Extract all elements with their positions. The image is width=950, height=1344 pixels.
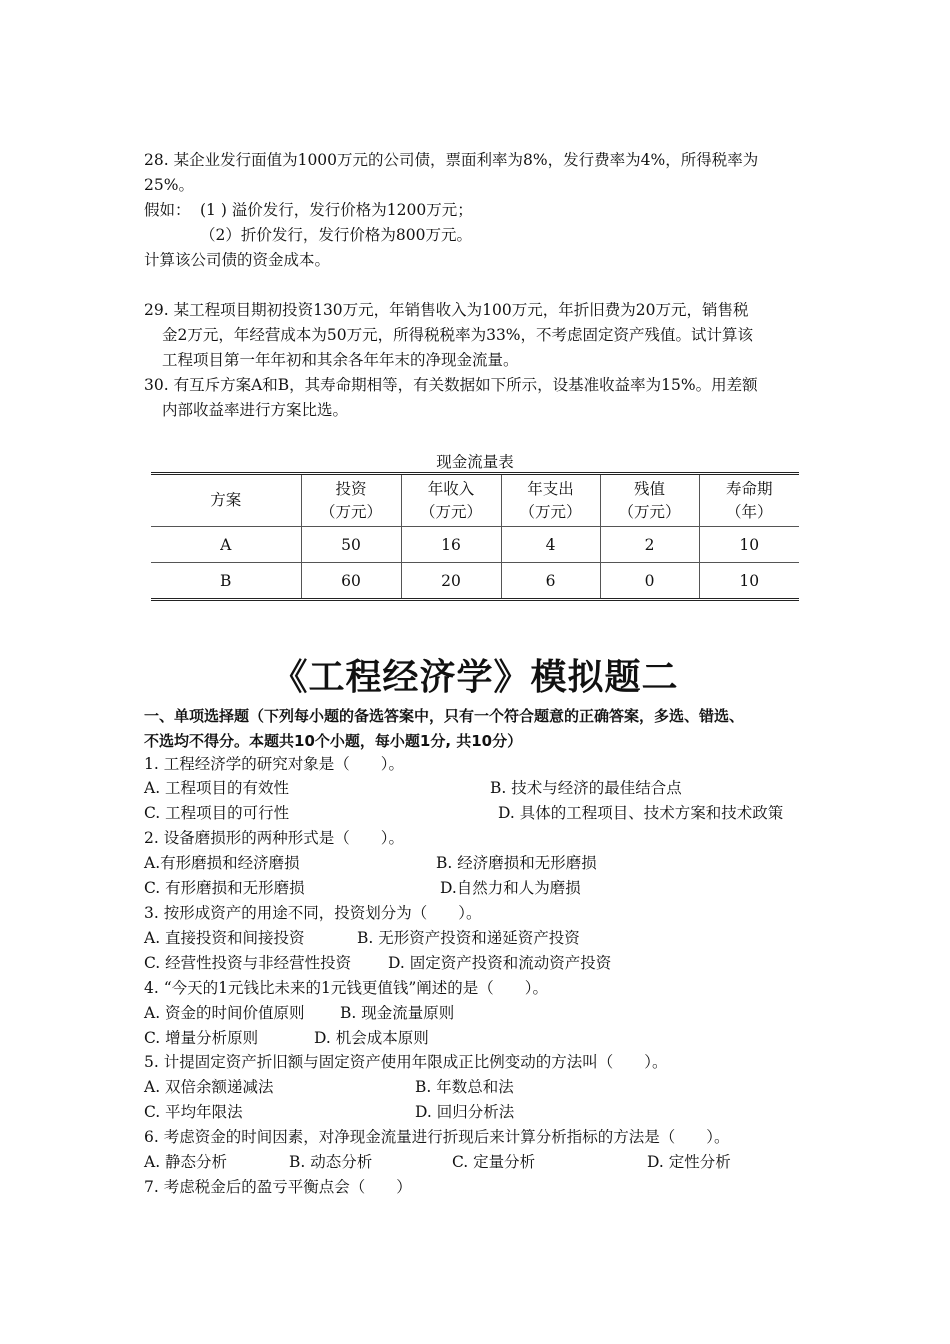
table-cell: 10 [699, 527, 799, 563]
q28-case2: （2）折价发行，发行价格为800万元。 [200, 226, 472, 244]
mc-q1-option-d: D. 具体的工程项目、技术方案和技术政策 [498, 804, 784, 822]
table-cell: 50 [301, 527, 401, 563]
table-title: 现金流量表 [436, 453, 514, 471]
section-heading-line1: 一、单项选择题（下列每小题的备选答案中，只有一个符合题意的正确答案，多选、错选、 [144, 707, 745, 725]
mc-q1-option-c: C. 工程项目的可行性 [144, 804, 290, 822]
mc-q2-option-c: C. 有形磨损和无形磨损 [144, 879, 305, 897]
table-cell: 10 [699, 563, 799, 600]
q28-case1: (1 ) 溢价发行，发行价格为1200万元； [200, 201, 473, 219]
q30-line2: 内部收益率进行方案比选。 [162, 401, 349, 419]
mc-q6-option-d: D. 定性分析 [647, 1153, 731, 1171]
q28-assume-label: 假如： [144, 201, 191, 219]
mc-q3-option-d: D. 固定资产投资和流动资产投资 [388, 954, 612, 972]
table-cell: 6 [501, 563, 600, 600]
q28-line2: 25%。 [144, 176, 194, 194]
mc-q3-option-b: B. 无形资产投资和递延资产投资 [357, 929, 580, 947]
cash-flow-table [151, 472, 799, 601]
table-cell: 20 [401, 563, 501, 600]
mc-q7-stem: 7. 考虑税金后的盈亏平衡点会（ ） [144, 1178, 412, 1196]
q28-task: 计算该公司债的资金成本。 [144, 251, 331, 269]
q29-line2: 金2万元，年经营成本为50万元，所得税税率为33%，不考虑固定资产残值。试计算该 [162, 326, 754, 344]
mc-q5-option-b: B. 年数总和法 [415, 1078, 514, 1096]
table-header-row [151, 474, 799, 527]
mc-q4-option-b: B. 现金流量原则 [340, 1004, 455, 1022]
table-cell: B [151, 563, 301, 600]
q28-line1: 28. 某企业发行面值为1000万元的公司债，票面利率为8%，发行费率为4%，所得税率为 [144, 151, 759, 169]
exam-title: 《工程经济学》模拟题二 [271, 657, 679, 698]
table-cell: A [151, 527, 301, 563]
table-cell: 16 [401, 527, 501, 563]
mc-q6-stem: 6. 考虑资金的时间因素，对净现金流量进行折现后来计算分析指标的方法是（ ）。 [144, 1128, 730, 1146]
table-cell: 4 [501, 527, 600, 563]
mc-q1-option-a: A. 工程项目的有效性 [144, 779, 290, 797]
mc-q5-option-d: D. 回归分析法 [415, 1103, 515, 1121]
mc-q2-option-d: D.自然力和人为磨损 [440, 879, 581, 897]
mc-q5-stem: 5. 计提固定资产折旧额与固定资产使用年限成正比例变动的方法叫（ ）。 [144, 1053, 668, 1071]
section-heading-line2: 不选均不得分。本题共10个小题，每小题1分, 共10分） [144, 732, 523, 750]
q29-line3: 工程项目第一年年初和其余各年年末的净现金流量。 [162, 351, 519, 369]
mc-q4-option-d: D. 机会成本原则 [314, 1029, 429, 1047]
table-cell: 60 [301, 563, 401, 600]
header-cell-lifespan: 寿命期 （年） [699, 474, 799, 527]
mc-q2-stem: 2. 设备磨损形的两种形式是（ ）。 [144, 829, 404, 847]
mc-q1-option-b: B. 技术与经济的最佳结合点 [490, 779, 682, 797]
mc-q6-option-b: B. 动态分析 [289, 1153, 373, 1171]
q29-line1: 29. 某工程项目期初投资130万元，年销售收入为100万元，年折旧费为20万元，销售税 [144, 301, 749, 319]
header-cell-annual-income: 年收入 （万元） [401, 474, 501, 527]
mc-q5-option-a: A. 双倍余额递减法 [144, 1078, 274, 1096]
header-cell-plan: 方案 [151, 474, 301, 527]
mc-q6-option-a: A. 静态分析 [144, 1153, 228, 1171]
mc-q2-option-b: B. 经济磨损和无形磨损 [436, 854, 597, 872]
table-row [151, 527, 799, 563]
mc-q3-option-a: A. 直接投资和间接投资 [144, 929, 305, 947]
mc-q5-option-c: C. 平均年限法 [144, 1103, 243, 1121]
mc-q1-stem: 1. 工程经济学的研究对象是（ ）。 [144, 755, 404, 773]
mc-q4-option-c: C. 增量分析原则 [144, 1029, 259, 1047]
header-cell-investment: 投资 （万元） [301, 474, 401, 527]
mc-q6-option-c: C. 定量分析 [452, 1153, 536, 1171]
table-row [151, 563, 799, 600]
header-cell-salvage: 残值 （万元） [600, 474, 699, 527]
table-cell: 0 [600, 563, 699, 600]
mc-q2-option-a: A.有形磨损和经济磨损 [144, 854, 300, 872]
mc-q4-stem: 4. “今天的1元钱比未来的1元钱更值钱”阐述的是（ ）。 [144, 979, 549, 997]
table-cell: 2 [600, 527, 699, 563]
header-cell-annual-expense: 年支出 （万元） [501, 474, 600, 527]
mc-q3-option-c: C. 经营性投资与非经营性投资 [144, 954, 352, 972]
mc-q3-stem: 3. 按形成资产的用途不同，投资划分为（ ）。 [144, 904, 482, 922]
mc-q4-option-a: A. 资金的时间价值原则 [144, 1004, 305, 1022]
q30-line1: 30. 有互斥方案A和B，其寿命期相等，有关数据如下所示，设基准收益率为15%。用差额 [144, 376, 758, 394]
